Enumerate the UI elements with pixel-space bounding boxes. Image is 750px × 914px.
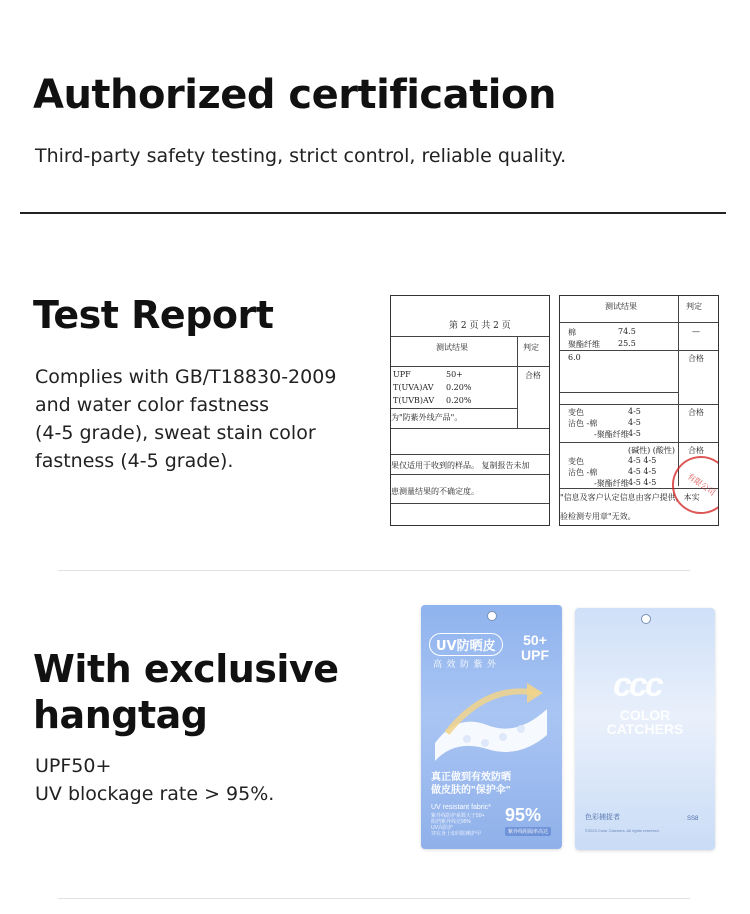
title-line: hangtag [33,693,208,737]
row-label: -聚酯纤维 [594,430,629,439]
fine-print-line: 穿在身上如同防晒护甲 [431,831,482,837]
red-seal-stamp: 有限公司 [661,445,719,526]
test-report-page-left [390,295,550,526]
brand-name-line: COLOR [619,707,671,723]
fine-print-line: UV高防护 [431,825,453,831]
row-label: 沾色 -棉 [568,419,598,428]
judge-value: 合格 [688,354,704,363]
row-label: 棉 [568,328,576,337]
row-value: 25.5 [618,339,636,348]
hangtag-hole [641,614,651,624]
description-line: and water color fastness [35,394,269,416]
report-note: 患测量结果的不确定度。 [391,487,479,496]
judge-value: 合格 [688,446,704,455]
section-subtitle-certification: Third-party safety testing, strict control, reliable quality. [35,145,567,167]
hangtag-hole [487,611,497,621]
row-value: 4-5 [628,429,641,438]
hangtag-front [421,605,562,849]
row-label: -聚酯纤维 [594,479,629,488]
footer-code: SS8 [687,816,699,822]
row-label: 沾色 -棉 [568,468,598,477]
section-divider [20,212,726,214]
column-header-judge: 判定 [523,343,539,352]
description-line: UPF50+ [35,755,112,777]
report-note: 验检测专用章"无效。 [560,512,636,521]
report-note: 果仅适用于收到的样品。 复制报告未加 [391,461,530,470]
column-header-result: 测试结果 [605,302,637,311]
brand-logo: ccc [613,666,661,704]
row-label: T(UVA)AV [393,383,434,392]
row-label: 聚酯纤维 [568,340,600,349]
section-divider [58,898,690,899]
row-label: 变色 [568,408,584,417]
uv-badge: UV防晒皮 [429,633,503,656]
row-value: 0.20% [446,396,472,405]
judge-value: — [692,327,700,336]
judge-value: 合格 [525,371,541,380]
row-value: 4-5 4-5 [628,478,657,487]
section-divider [58,570,690,571]
description-line: Complies with GB/T18830-2009 [35,366,337,388]
tagline: 高 效 防 紫 外 [433,659,498,669]
row-value: 50+ [446,370,463,379]
description-line: fastness (4-5 grade). [35,450,234,472]
test-report-description [35,363,336,475]
test-report-page-right [559,295,719,526]
column-subheader: (碱性) (酸性) [628,446,676,455]
column-header-judge: 判定 [686,302,702,311]
row-label: UPF [393,370,411,379]
row-label: T(UVB)AV [393,396,435,405]
percent-note: 紫外线阻隔率高达 [505,827,551,836]
page-number: 第 2 页 共 2 页 [449,321,511,331]
report-note: 为"防紫外线产品"。 [391,413,463,422]
fine-print-line: 紫外线防护系数大于50+ [431,813,485,819]
hangtag-description [35,752,274,808]
row-value: 4-5 4-5 [628,467,657,476]
section-title-hangtag [33,646,338,738]
report-note: "信息及客户认定信息由客户提供，本实 [560,493,700,502]
judge-value: 合格 [688,408,704,417]
section-title-certification: Authorized certification [33,72,556,118]
brand-name-line: CATCHERS [606,721,684,737]
row-value: 4-5 4-5 [628,456,657,465]
footer-brand: 色彩捕捉者 [585,814,620,821]
title-line: With exclusive [33,647,339,691]
hangtag-back [575,608,715,850]
upf-label: 50+ UPF [521,632,549,663]
headline: 做皮肤的"保护伞" [431,785,511,796]
row-value: 4-5 [628,407,641,416]
fine-print-line: 阻挡紫外线达95% [431,819,472,825]
fabric-shield-illustration [427,673,555,763]
headline: 真正做到有效防晒 [431,772,511,783]
row-value: 0.20% [446,383,472,392]
row-value: 4-5 [628,418,641,427]
description-line: (4-5 grade), sweat stain color [35,422,316,444]
row-label: 变色 [568,457,584,466]
fine-print [431,813,484,837]
footer-copyright: ©2023 Color Catchers. All rights reserved. [585,828,660,833]
section-title-test-report: Test Report [33,293,274,337]
description-line: UV blockage rate > 95%. [35,783,275,805]
row-value: 6.0 [568,353,581,362]
row-value: 74.5 [618,327,636,336]
fabric-label: UV resistant fabric* [431,804,491,811]
brand-name [575,708,715,736]
percent-value: 95% [505,805,542,825]
column-header-result: 测试结果 [436,343,468,352]
